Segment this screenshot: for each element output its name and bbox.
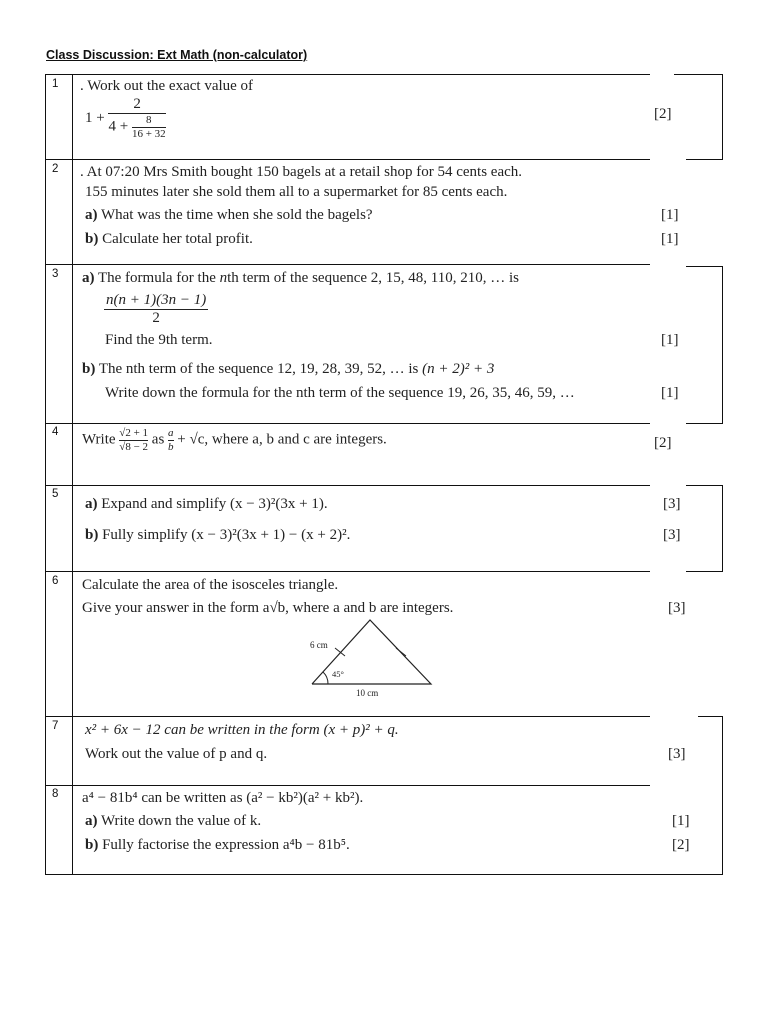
q3-bracket-side [722,266,723,423]
q4-denominator: √8 − 2 [119,440,149,453]
part-label: a) [85,207,98,223]
q8a-text [85,813,261,830]
q6-line1: Calculate the area of the isosceles triangle. [82,577,339,593]
q7-mark: [3] [668,746,686,762]
row-divider [45,264,650,265]
q1-bracket-bottom [686,159,723,160]
row-divider [45,159,650,160]
q1-den-lead: 4 + [108,118,129,135]
row-divider [45,785,650,786]
q2-line1: . At 07:20 Mrs Smith bought 150 bagels at a retail shop for 54 cents each. [80,164,523,180]
q3a-part2: th term of the sequence 2, 15, 48, 110, 210, … is [227,270,520,286]
q2b-mark: [1] [661,231,679,247]
question-number: 7 [52,720,59,732]
q2a-text [85,207,373,224]
row-divider [45,423,650,424]
q4-numerator: √2 + 1 [119,427,149,439]
q4-surd-fraction [119,427,148,453]
q3a-numerator: n(n + 1)(3n − 1) [106,292,207,308]
q3-bracket-bottom [686,423,723,424]
part-label: b) [85,527,99,543]
angle-arc [323,672,328,684]
q1-mark: [2] [654,106,672,122]
q1-bracket-side [722,74,723,159]
question-number: 1 [52,78,59,90]
q7-bracket-top [698,716,723,717]
q8a-question: Write down the value of k. [97,813,262,829]
q4-tail: + √c, where a, b and c are integers. [177,431,387,448]
question-number: 3 [52,268,59,280]
q1-inner-fraction [132,114,166,140]
q5a-mark: [3] [663,496,681,512]
q2-line2: 155 minutes later she sold them all to a supermarket for 85 cents each. [85,184,508,200]
q3a-denominator: 2 [104,309,208,327]
triangle-outline [312,620,431,684]
q6-line2: Give your answer in the form a√b, where a and b are integers. [82,600,454,616]
q3-bracket-top [686,266,723,267]
q3a-mark: [1] [661,332,679,348]
q3a-part1: The formula for the [94,270,220,286]
table-number-column-divider [72,74,73,875]
question-number: 8 [52,788,59,800]
part-label: b) [85,231,99,247]
table-bottom-border [45,874,723,875]
q1-outer-fraction [108,96,165,141]
q3a-text [82,270,519,287]
q5b-question: Fully simplify (x − 3)²(3x + 1) − (x + 2)². [98,527,351,543]
q1-inner-denominator: 16 + 32 [131,127,166,140]
table-left-border [45,74,46,875]
q5a-text [85,496,328,513]
q5a-question: Expand and simplify (x − 3)²(3x + 1). [97,496,328,512]
side-label: 6 cm [310,640,328,650]
row-divider [45,571,650,572]
q2b-text [85,231,253,248]
q8-line1: a⁴ − 81b⁴ can be written as (a² − kb²)(a² + kb²). [82,790,364,806]
q4-mark: [2] [654,435,672,451]
q1-expression [85,96,166,141]
q4-write: Write [82,431,116,448]
row-divider [45,485,650,486]
row-divider [45,716,650,717]
question-number: 6 [52,575,59,587]
q1-expr-lead: 1 + [85,109,105,126]
table-top-border [45,74,650,75]
q3b-expression: (n + 2)² + 3 [422,361,495,377]
part-label: a) [85,813,98,829]
q2a-question: What was the time when she sold the bagels? [97,207,373,223]
q3a-formula [104,292,208,328]
q4-ab-fraction [168,427,174,453]
q7-line2: Work out the value of p and q. [85,746,268,762]
q6-mark: [3] [668,600,686,616]
q3b-mark: [1] [661,385,679,401]
q8b-mark: [2] [672,837,690,853]
part-label: a) [82,270,95,286]
q4-as: as [151,431,165,448]
q7-bracket-side [722,716,723,874]
page-heading: Class Discussion: Ext Math (non-calculator) [46,48,308,62]
q1-outer-numerator: 2 [133,96,141,112]
base-label: 10 cm [356,688,379,698]
isosceles-triangle-diagram [300,612,440,702]
q4-text [82,427,387,453]
q3b-line2: Write down the formula for the nth term of the sequence 19, 26, 35, 46, 59, … [105,385,575,401]
equal-side-tick [396,648,406,656]
q4-b: b [168,440,174,453]
q7-line1: x² + 6x − 12 can be written in the form (x + p)² + q. [85,722,399,738]
part-label: a) [85,496,98,512]
q3a-n: n [219,270,228,286]
q3b-question: The nth term of the sequence 12, 19, 28, 39, 52, … is [95,361,419,377]
q5-bracket-top [686,485,723,486]
q1-instruction: . Work out the exact value of [80,78,254,94]
q8b-text [85,837,350,854]
q3b-text [82,361,494,378]
q1-outer-denominator [108,113,165,140]
part-label: b) [82,361,96,377]
q4-a: a [168,427,174,439]
q5-bracket-side [722,485,723,571]
q3a-fraction [104,292,208,328]
question-number: 5 [52,488,59,500]
question-number: 2 [52,163,59,175]
question-number: 4 [52,426,59,438]
q5b-mark: [3] [663,527,681,543]
q3a-find: Find the 9th term. [105,332,213,348]
q5-bracket-bottom [686,571,723,572]
q2b-question: Calculate her total profit. [98,231,253,247]
q8b-question: Fully factorise the expression a⁴b − 81b⁵. [98,837,350,853]
part-label: b) [85,837,99,853]
q1-bracket-top [674,74,723,75]
q2a-mark: [1] [661,207,679,223]
q8a-mark: [1] [672,813,690,829]
q1-inner-numerator: 8 [146,114,152,127]
angle-label: 45° [332,669,344,679]
q5b-text [85,527,350,544]
